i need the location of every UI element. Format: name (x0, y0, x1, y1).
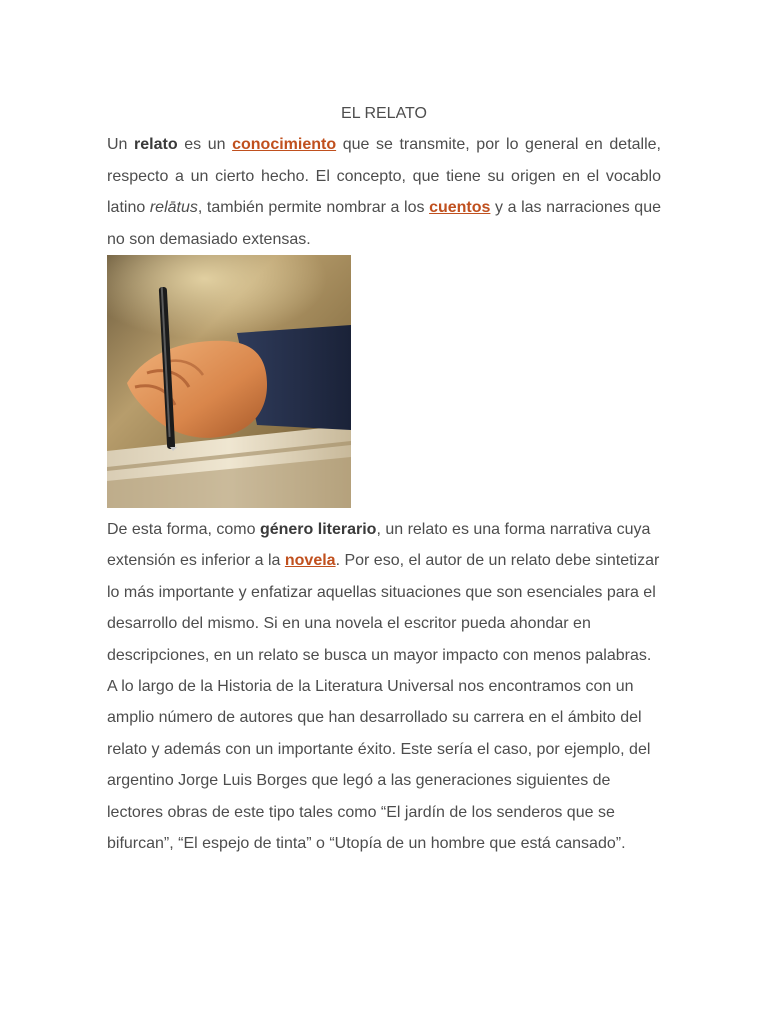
hand-writing-photo (107, 255, 351, 508)
text-run: y a las narraciones que no son demasiado extensas. (107, 199, 661, 248)
document-title: EL RELATO (341, 105, 427, 122)
link-novela[interactable]: novela (284, 552, 336, 570)
document-page (107, 98, 661, 860)
bold-term-genero-literario: género literario (259, 521, 377, 539)
text-run: . Por eso, el autor de un relato debe sintetizar lo más importante y enfatizar aquellas situaciones que son esenciales para el desarrollo del mismo. Si en una novela el escritor pueda ahondar en descripciones, en un relato se busca un mayor impacto con menos palabras. (107, 552, 660, 664)
bold-term-relato: relato (134, 136, 178, 154)
text-run: , un relato es una forma narrativa cuya extensión es inferior a la (107, 521, 651, 570)
text-run: De esta forma, como (107, 521, 260, 539)
paragraph-history: A lo largo de la Historia de la Literatura Universal nos encontramos con un amplio número de autores que han desarrollado su carrera en el ámbito del relato y además con un importante éxito. Este sería el caso, por ejemplo, del argentino Jorge Luis Borges que legó a las generaciones siguientes de lectores obras de este tipo tales como “El jardín de los senderos que se bifurcan”, “El espejo de tinta” o “Utopía de un hombre que está cansado”. (107, 678, 651, 853)
text-run: Un (107, 136, 135, 154)
text-run: que se transmite, por lo general en detalle, respecto a un cierto hecho. El concepto, que tiene su origen en el vocablo latino (107, 136, 661, 217)
link-cuentos[interactable]: cuentos (429, 199, 491, 217)
text-run: es un (177, 136, 233, 154)
paragraph-genre (107, 514, 661, 671)
text-run: , también permite nombrar a los (197, 199, 430, 217)
italic-term-relatus: relātus (149, 199, 198, 217)
paragraph-intro (107, 129, 661, 255)
link-conocimiento[interactable]: conocimiento (232, 136, 337, 154)
